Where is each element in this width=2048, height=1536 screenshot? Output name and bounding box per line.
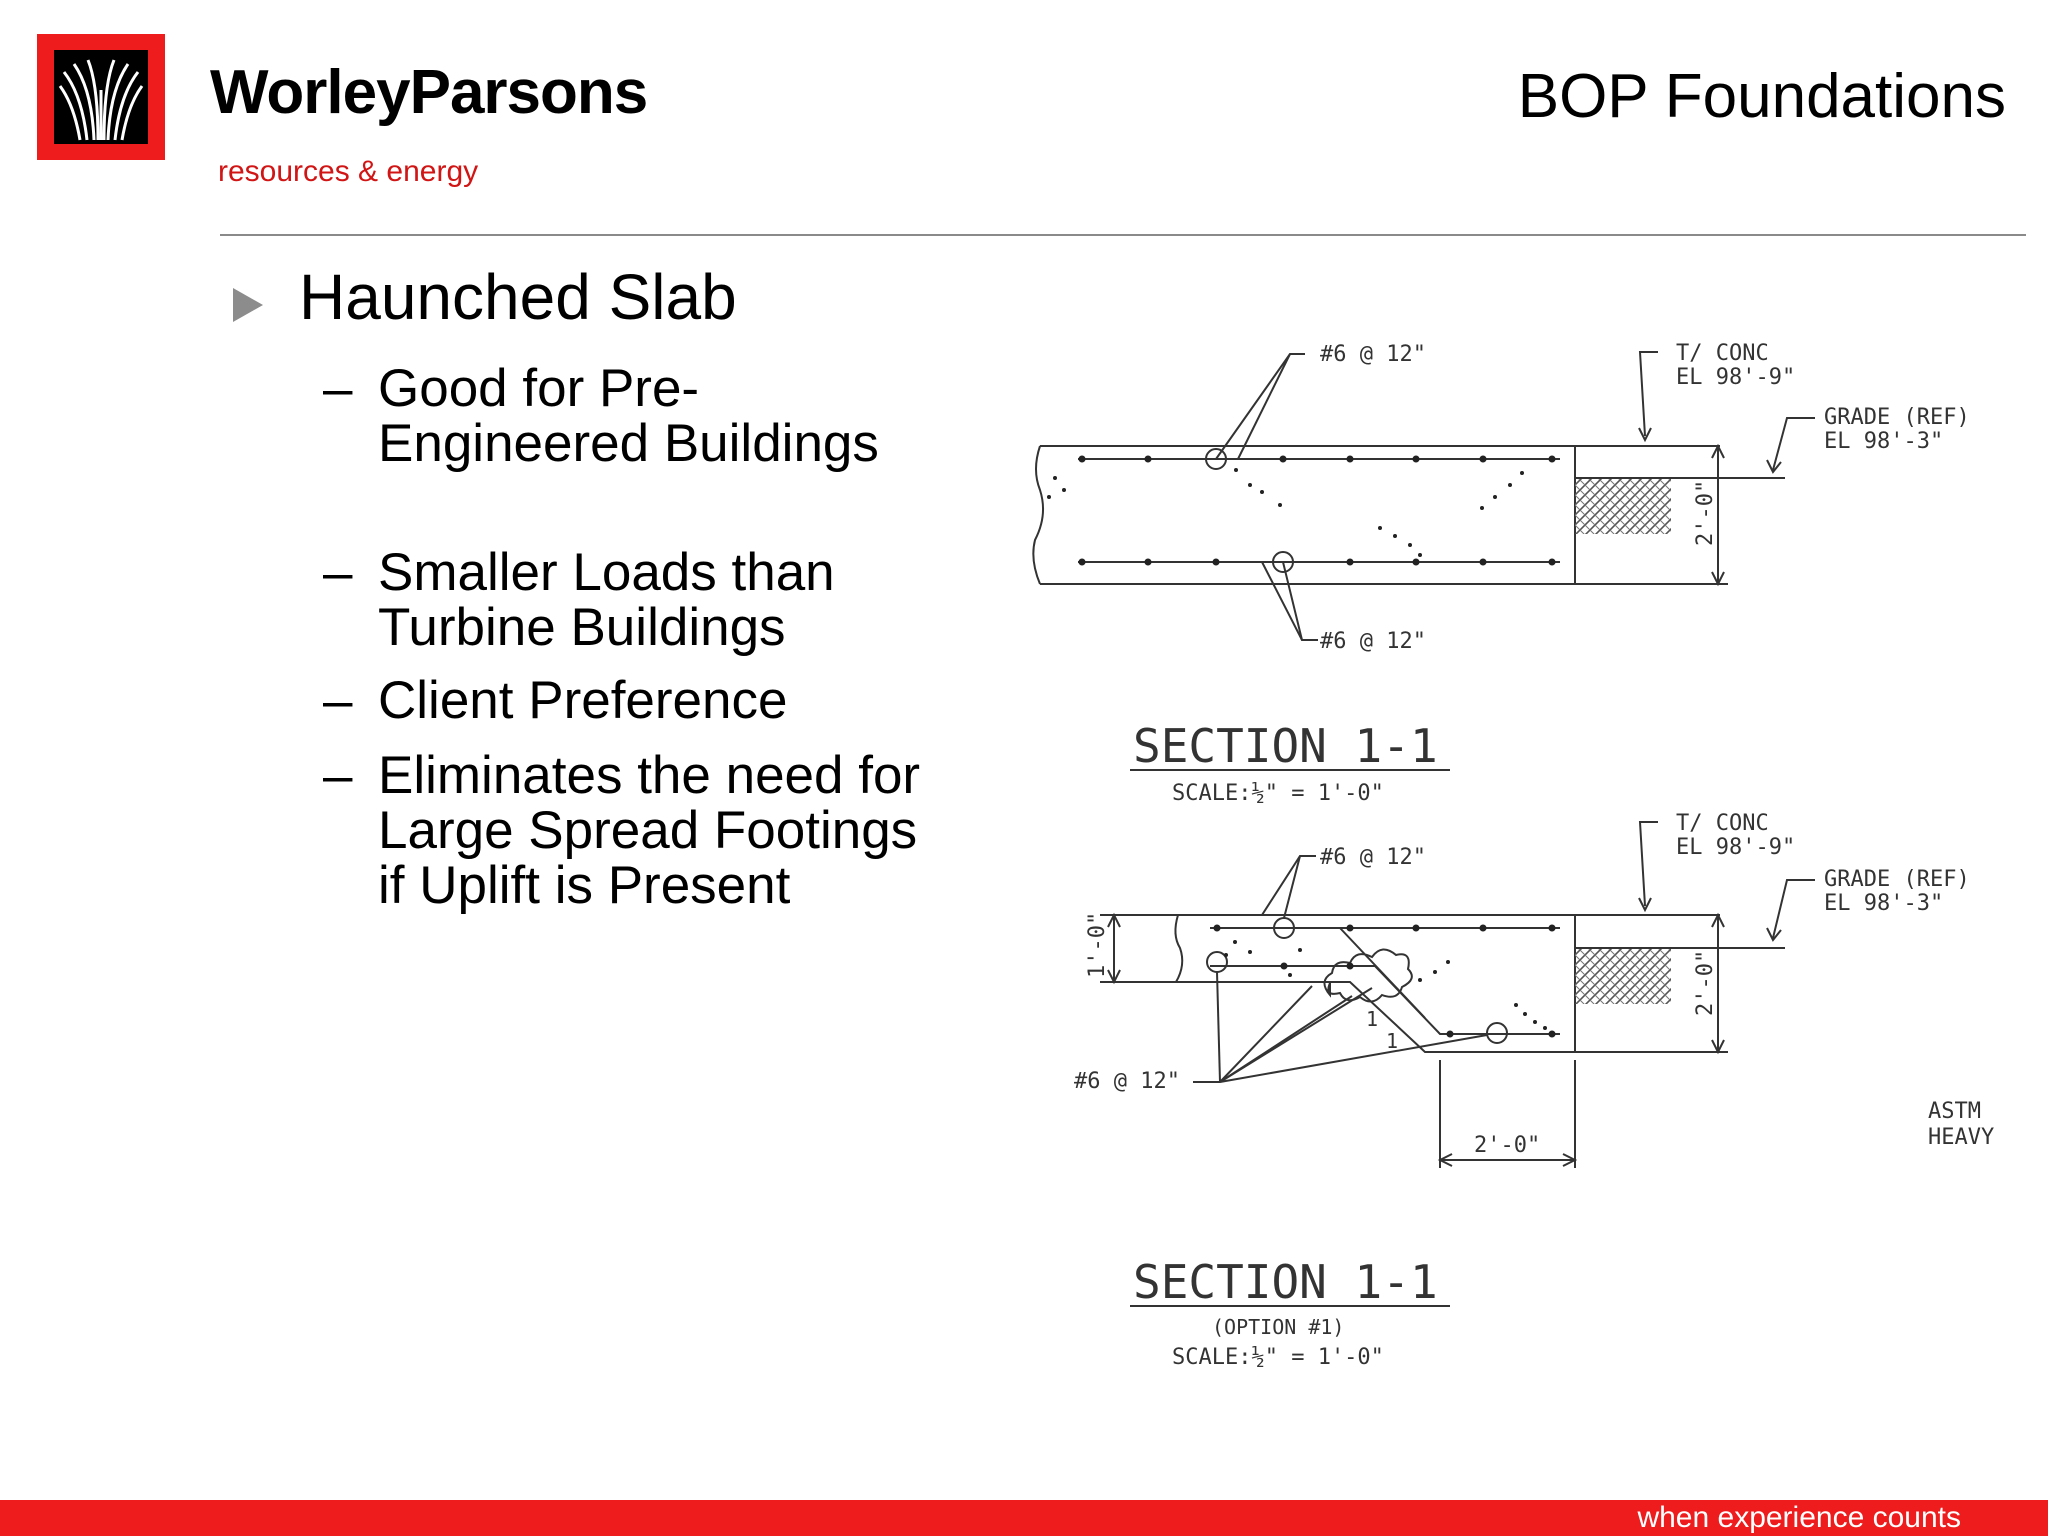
section-2-grade-el-label: EL 98'-3" — [1824, 891, 1944, 916]
section-2-tconc-el-label: EL 98'-9" — [1676, 835, 1796, 860]
section-2-tconc-label: T/ CONC — [1676, 811, 1769, 836]
astm-label: ASTM — [1928, 1099, 1981, 1124]
section-1-rebar-bottom-label: #6 @ 12" — [1320, 629, 1426, 654]
sub-bullet-text: Smaller Loads than Turbine Buildings — [378, 543, 835, 657]
sub-bullet-text: Good for Pre-Engineered Buildings — [378, 359, 879, 473]
main-bullet: Haunched Slab — [299, 261, 737, 333]
brand-name: WorleyParsons — [210, 58, 648, 127]
section-1-tconc-el-label: EL 98'-9" — [1676, 365, 1796, 390]
sub-bullet-text: Eliminates the need for Large Spread Footings if Uplift is Present — [378, 746, 921, 915]
section-1-depth-label: 2'-0" — [1693, 479, 1718, 546]
foundation-section-drawing — [990, 320, 2000, 1410]
slide-title: BOP Foundations — [1517, 62, 2006, 131]
section-2-grade-label: GRADE (REF) — [1824, 867, 1970, 892]
section-1-grade-label: GRADE (REF) — [1824, 405, 1970, 430]
section-2-scale: SCALE:½" = 1'-0" — [1172, 1345, 1384, 1370]
company-logo — [37, 34, 165, 160]
footer-slogan: when experience counts — [1637, 1501, 1961, 1534]
section-1-scale: SCALE:½" = 1'-0" — [1172, 781, 1384, 806]
section-1-title: SECTION 1-1 — [1133, 719, 1438, 773]
section-2-rebar-top-label: #6 @ 12" — [1320, 845, 1426, 870]
sub-bullet-dash: – — [323, 543, 353, 602]
heavy-label: HEAVY — [1928, 1125, 1995, 1150]
section-1-rebar-top-label: #6 @ 12" — [1320, 342, 1426, 367]
sub-bullet-dash: – — [323, 671, 353, 730]
section-1-grade-el-label: EL 98'-3" — [1824, 429, 1944, 454]
worleyparsons-fan-logo-icon — [54, 50, 148, 144]
section-2-depth-label: 2'-0" — [1693, 949, 1718, 1016]
section-2-labels — [1074, 811, 1994, 1370]
section-2-title: SECTION 1-1 — [1133, 1255, 1438, 1309]
brand-tagline: resources & energy — [218, 155, 479, 188]
section-2-option: (OPTION #1) — [1212, 1315, 1345, 1339]
section-1-rebar-dots — [1047, 456, 1556, 566]
section-1-labels — [1133, 341, 1970, 806]
sub-bullet-dash: – — [323, 746, 353, 805]
sub-bullet-text: Client Preference — [378, 671, 788, 730]
bullet-arrow-icon — [233, 288, 263, 322]
section-1-tconc-label: T/ CONC — [1676, 341, 1769, 366]
section-2-rebar-bottom-label: #6 @ 12" — [1074, 1069, 1180, 1094]
section-2-slope-label: 1 — [1366, 1007, 1379, 1031]
header-divider — [220, 234, 2026, 236]
section-2-slope-run-label: 1 — [1386, 1029, 1399, 1053]
section-2-haunch-width-label: 2'-0" — [1474, 1133, 1541, 1158]
footer-bar — [0, 1500, 2048, 1536]
sub-bullet-dash: – — [323, 359, 353, 418]
section-2-drawing — [1100, 822, 1815, 1306]
section-2-slab-depth-label: 1'-0" — [1085, 911, 1110, 978]
